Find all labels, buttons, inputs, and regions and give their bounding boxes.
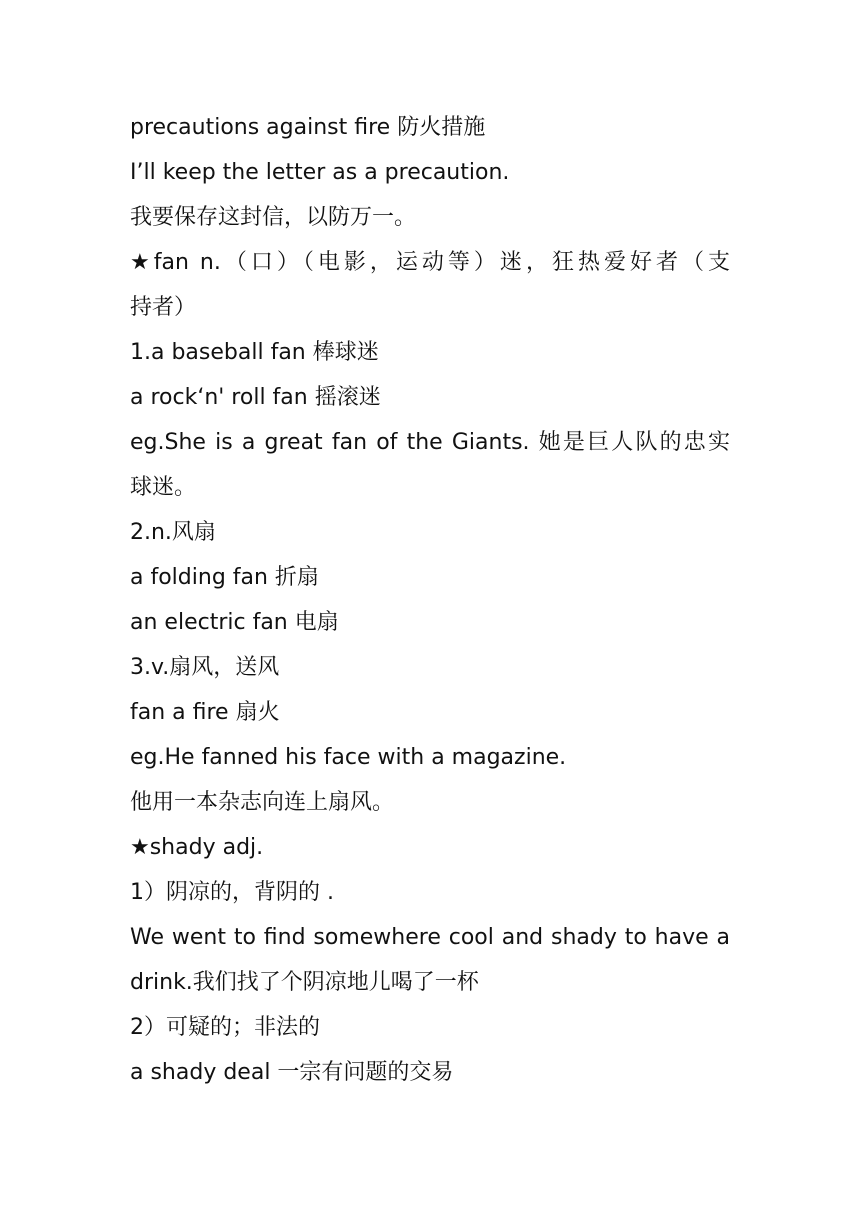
entry-heading-shady: ★shady adj. xyxy=(130,835,264,860)
text-line: 3.v.扇风，送风 xyxy=(130,655,280,680)
example-sentence: eg.He fanned his face with a magazine. xyxy=(130,745,567,770)
document-body xyxy=(130,105,730,1095)
text-line: 2.n.风扇 xyxy=(130,520,216,545)
text-line: I’ll keep the letter as a precaution. xyxy=(130,160,510,185)
text-line: 球迷。 xyxy=(130,475,197,500)
example-sentence: eg.She is a great fan of the Giants. 她是巨人队的忠实 xyxy=(130,430,730,455)
text-line: a shady deal 一宗有问题的交易 xyxy=(130,1060,454,1085)
text-line: an electric fan 电扇 xyxy=(130,610,339,635)
text-line: a folding fan 折扇 xyxy=(130,565,319,590)
entry-heading-fan: ★fan n.（口）（电影，运动等）迷，狂热爱好者（支 xyxy=(130,250,730,275)
text-line: precautions against fire 防火措施 xyxy=(130,115,486,140)
text-line: 我要保存这封信，以防万一。 xyxy=(130,205,417,230)
example-sentence: We went to find somewhere cool and shady to have a xyxy=(130,925,730,950)
text-line: fan a fire 扇火 xyxy=(130,700,280,725)
text-line: 1）阴凉的，背阴的 . xyxy=(130,880,334,905)
text-line: 1.a baseball fan 棒球迷 xyxy=(130,340,379,365)
text-line: a rock‘n' roll fan 摇滚迷 xyxy=(130,385,381,410)
text-line: 持者） xyxy=(130,295,197,320)
text-line: 他用一本杂志向连上扇风。 xyxy=(130,790,395,815)
text-line: 2）可疑的；非法的 xyxy=(130,1015,320,1040)
text-line: drink.我们找了个阴凉地儿喝了一杯 xyxy=(130,970,479,995)
